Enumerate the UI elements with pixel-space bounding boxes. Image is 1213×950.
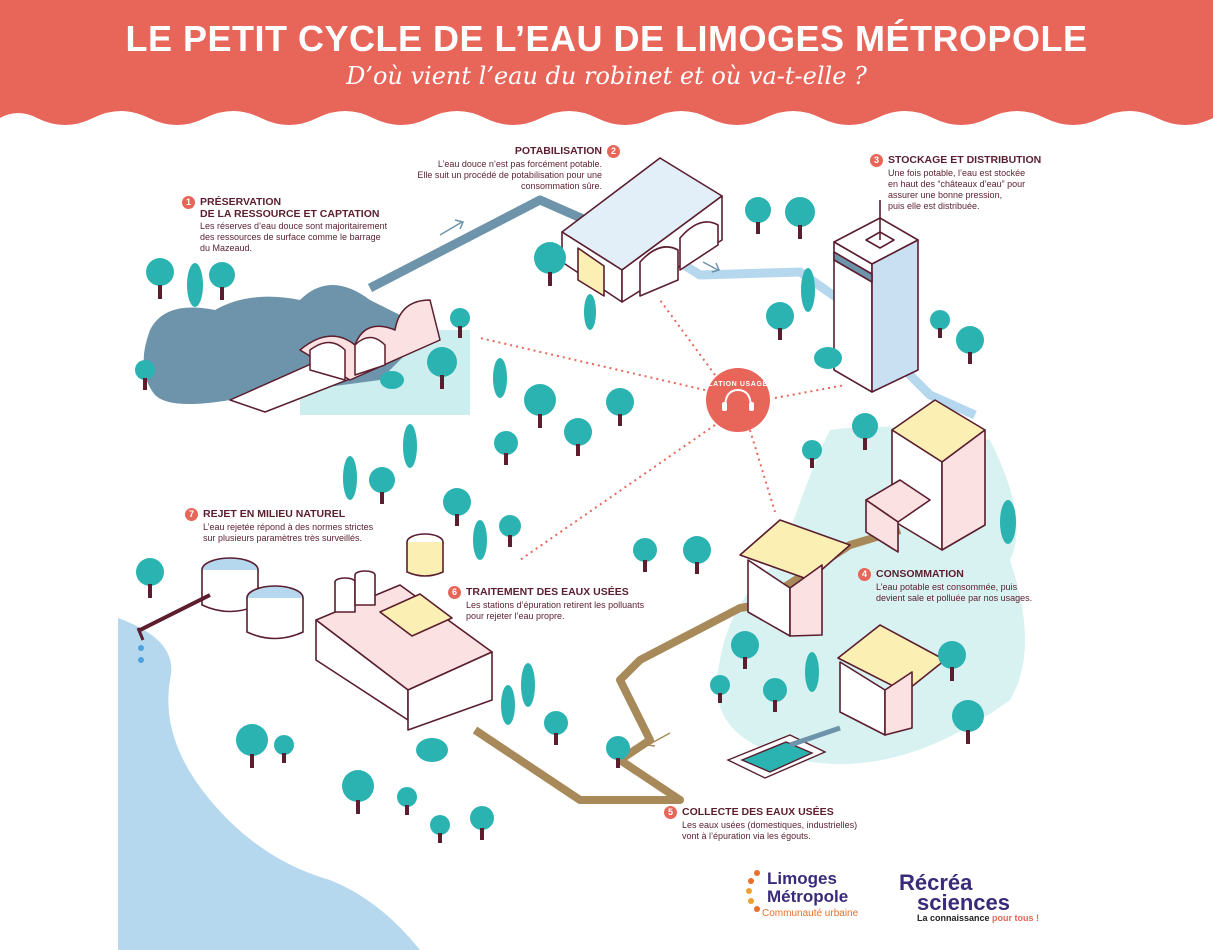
step-text: Les réserves d’eau douce sont majoritairement des ressources de surface comme le barrage du Mazeaud. — [200, 221, 388, 253]
step-6 — [448, 586, 678, 622]
step-title-line: REJET EN MILIEU NATUREL — [203, 508, 346, 520]
tree — [534, 242, 566, 286]
step-title-line: DE LA RESSOURCE ET CAPTATION — [200, 208, 380, 220]
step-title-line: COLLECTE DES EAUX USÉES — [682, 806, 834, 818]
limoges-sub: Communauté urbaine — [762, 908, 859, 919]
tree — [187, 263, 203, 307]
step-number: 4 — [858, 568, 871, 581]
recrea-sciences-logo — [895, 870, 1045, 925]
page-subtitle: D’où vient l’eau du robinet et où va-t-elle ? — [346, 62, 867, 90]
step-4 — [858, 568, 1058, 604]
relation-label: RELATION USAGERS — [697, 381, 779, 388]
step-text: Les stations d’épuration retirent les polluants pour rejeter l’eau propre. — [466, 600, 645, 621]
tree — [814, 347, 842, 369]
tree — [683, 536, 711, 574]
tree — [403, 424, 417, 468]
relation-arrows — [480, 300, 845, 560]
tree — [236, 724, 268, 768]
tree — [633, 538, 657, 572]
step-text: Les eaux usées (domestiques, industrielles) vont à l’épuration via les égouts. — [682, 820, 858, 841]
tree — [745, 197, 771, 234]
step-text: L’eau douce n’est pas forcément potable. Elle suit un procédé de potabilisation pour une consommation sûre. — [417, 159, 602, 191]
tree — [397, 787, 417, 815]
tree — [493, 358, 507, 398]
tree — [766, 302, 794, 340]
tree — [524, 384, 556, 428]
tree — [380, 371, 404, 389]
tree — [416, 738, 448, 762]
tree — [805, 652, 819, 692]
tree — [369, 467, 395, 504]
recrea-sub: La connaissance pour tous ! — [917, 913, 1040, 923]
tree — [499, 515, 521, 547]
drop-2 — [138, 657, 144, 663]
step-7 — [185, 508, 405, 544]
water-tower — [834, 200, 918, 392]
headset-ear-left — [722, 402, 727, 411]
tree — [473, 520, 487, 560]
recrea-line1: Récréa — [899, 870, 973, 895]
step-text: Une fois potable, l’eau est stockée en haut des “châteaux d’eau” pour assurer une bonne pression, puis elle est distribuée. — [888, 168, 1026, 211]
step-title-line: PRÉSERVATION — [200, 196, 282, 208]
limoges-dots-icon — [745, 869, 765, 913]
tree — [470, 806, 494, 840]
step-number: 5 — [664, 806, 677, 819]
tree — [521, 663, 535, 707]
step-number: 7 — [185, 508, 198, 521]
step-1 — [182, 196, 442, 254]
tree — [136, 558, 164, 598]
tree — [430, 815, 450, 843]
tree — [494, 431, 518, 465]
tree — [343, 456, 357, 500]
tree — [564, 418, 592, 456]
limoges-line1: Limoges — [767, 869, 837, 888]
step-number: 3 — [870, 154, 883, 167]
step-number: 1 — [182, 196, 195, 209]
recrea-line2: sciences — [917, 890, 1010, 915]
tree — [952, 700, 984, 744]
step-text: L’eau potable est consommée, puis devient sale et polluée par nos usages. — [876, 582, 1033, 603]
drop-1 — [138, 645, 144, 651]
step-text: L’eau rejetée répond à des normes strictes sur plusieurs paramètres très surveillés. — [203, 522, 374, 543]
tree — [801, 268, 815, 312]
tree — [956, 326, 984, 364]
step-number: 2 — [607, 145, 620, 158]
tree — [501, 685, 515, 725]
step-title-line: POTABILISATION — [514, 145, 602, 157]
step-title-line: CONSOMMATION — [876, 568, 964, 580]
tree — [785, 197, 815, 239]
headset-ear-right — [749, 402, 754, 411]
limoges-line2: Métropole — [767, 887, 849, 906]
tree — [544, 711, 568, 745]
step-title-line: STOCKAGE ET DISTRIBUTION — [888, 154, 1042, 166]
step-title-line: TRAITEMENT DES EAUX USÉES — [466, 586, 629, 598]
step-2 — [390, 145, 620, 192]
tree — [146, 258, 174, 299]
tree — [209, 262, 235, 300]
limoges-metropole-logo — [745, 865, 875, 925]
tree — [606, 388, 634, 426]
tree — [274, 735, 294, 763]
step-number: 6 — [448, 586, 461, 599]
step-5 — [664, 806, 884, 842]
page-title: LE PETIT CYCLE DE L’EAU DE LIMOGES MÉTROPOLE — [125, 18, 1088, 59]
step-3 — [870, 154, 1050, 212]
relation-center — [706, 368, 770, 432]
tree — [584, 294, 596, 330]
tree — [1000, 500, 1016, 544]
tree — [443, 488, 471, 526]
flow-arrow-1 — [440, 220, 463, 235]
tree — [930, 310, 950, 338]
tree — [342, 770, 374, 814]
